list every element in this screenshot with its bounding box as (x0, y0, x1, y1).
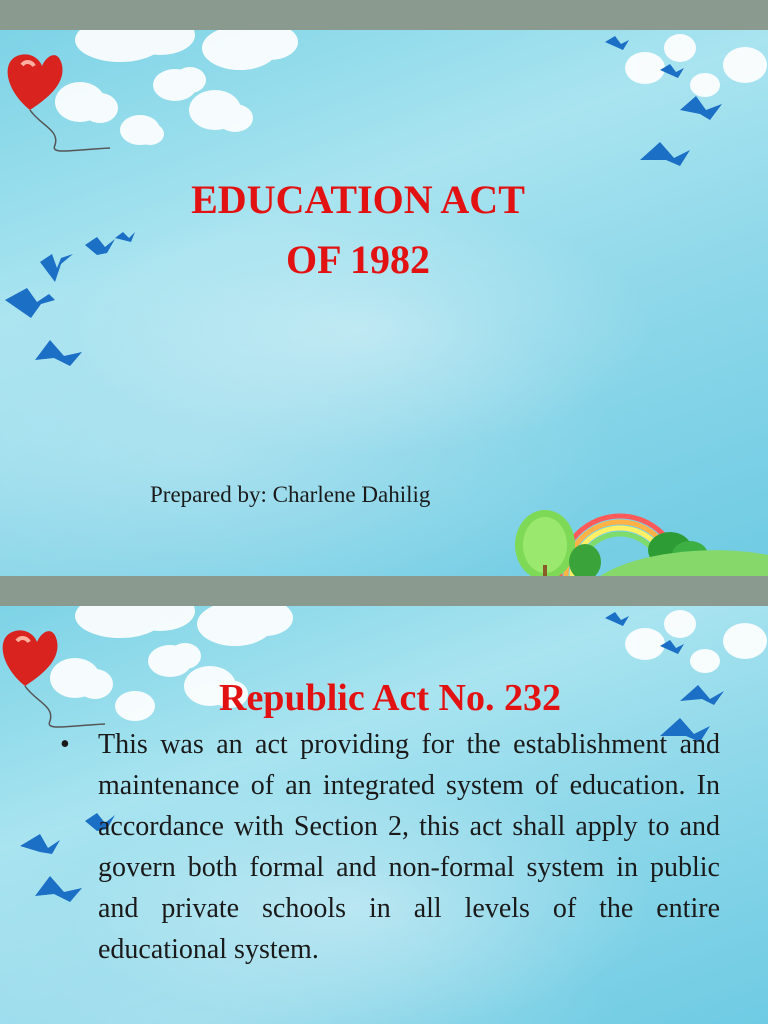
prepared-by: Prepared by: Charlene Dahilig (150, 482, 431, 507)
bullet-list (60, 724, 720, 970)
slide-title (0, 30, 768, 576)
slide-separator (0, 576, 768, 606)
slide-heading: Republic Act No. 232 (219, 677, 561, 719)
slide-republic-act (0, 606, 768, 1024)
top-band (0, 0, 768, 30)
title-line-1: EDUCATION ACT (191, 177, 525, 222)
list-item (60, 724, 720, 970)
slide-title-text (0, 170, 716, 290)
cloud-icon (55, 30, 767, 145)
bullet-text: This was an act providing for the establishment and maintenance of an integrated system of education. In accordance with Section 2, this act shall apply to and govern both formal and non-formal system in public and private schools in all levels of the entire educational system. (98, 729, 720, 965)
title-line-2: OF 1982 (285, 237, 431, 282)
bullet-icon: • (60, 729, 70, 760)
